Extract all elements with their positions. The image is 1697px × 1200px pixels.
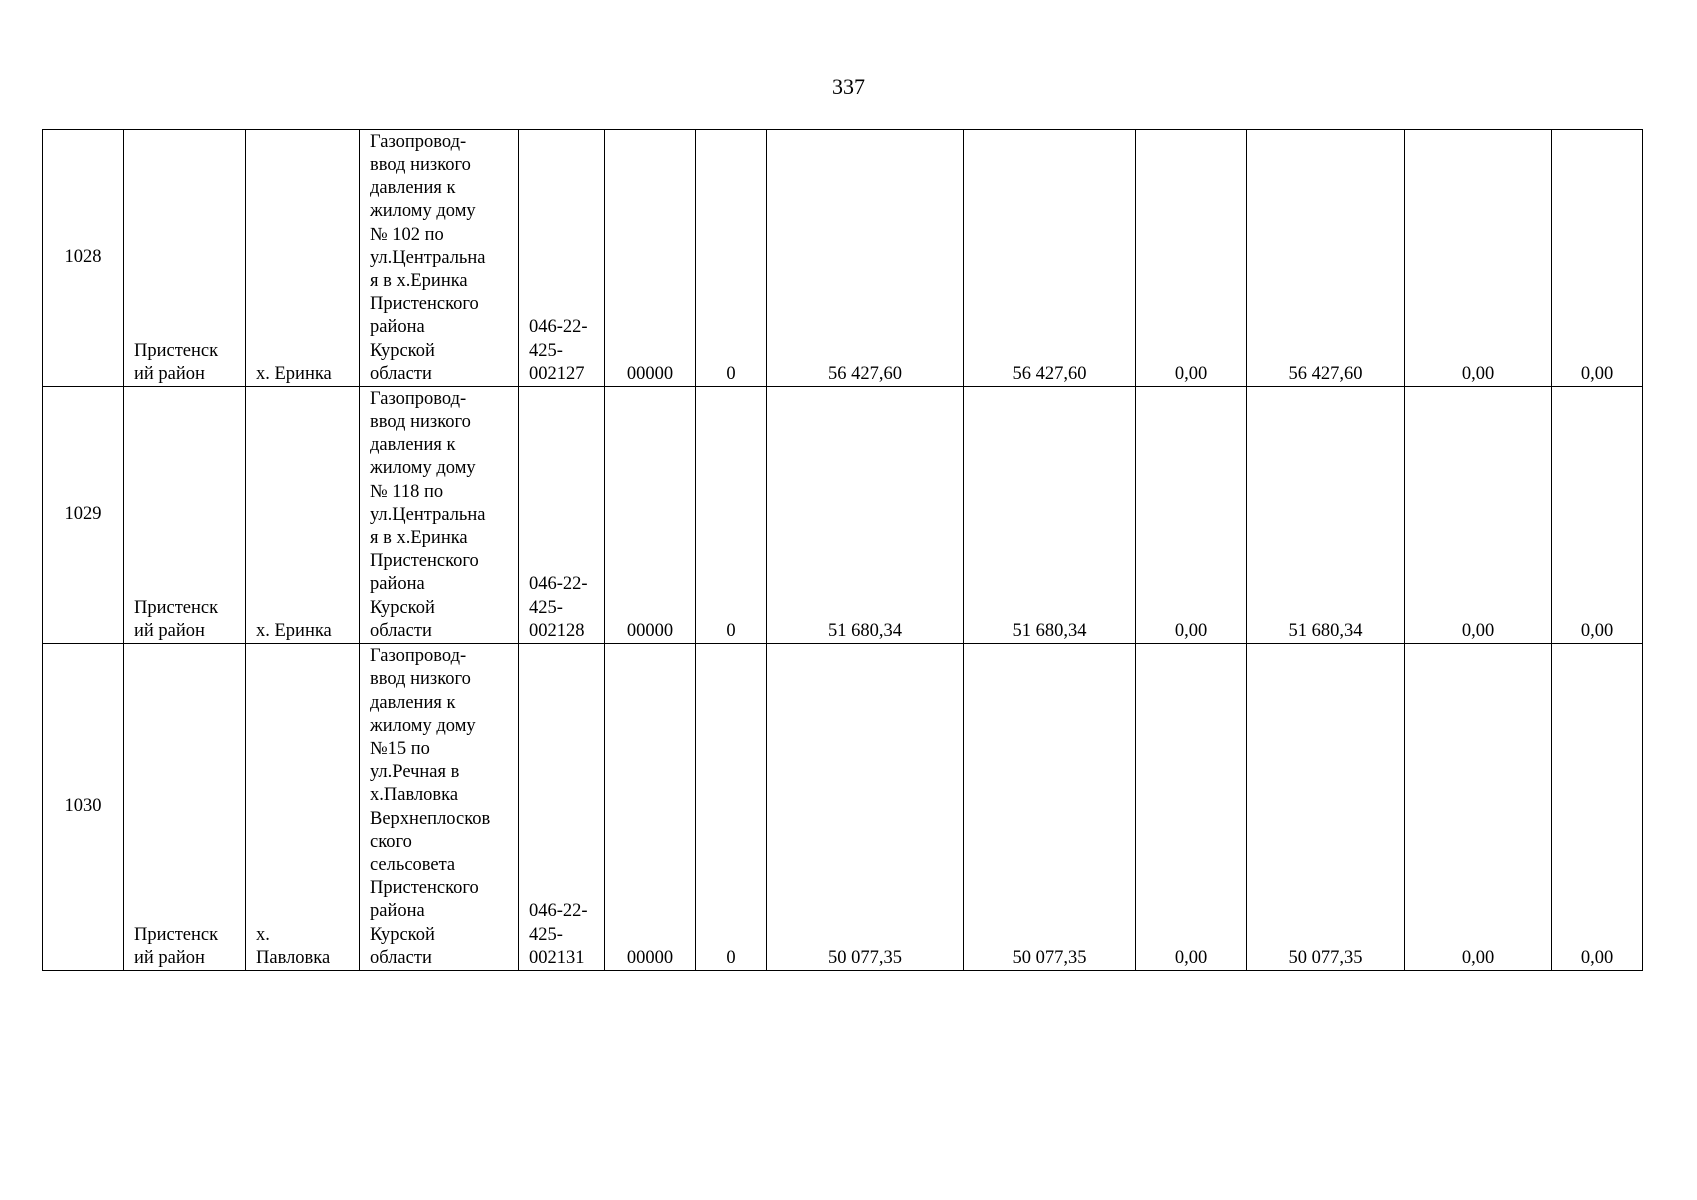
inventory-number-cell: 046-22- 425- 002131 (519, 644, 605, 971)
count-cell: 0 (696, 130, 767, 387)
count-cell: 0 (696, 387, 767, 644)
row-number-cell: 1028 (43, 130, 124, 387)
table-row (43, 130, 1643, 387)
district-cell: Пристенск ий район (124, 644, 246, 971)
value-cell: 56 427,60 (964, 130, 1136, 387)
value-cell: 50 077,35 (964, 644, 1136, 971)
value-cell: 0,00 (1552, 644, 1643, 971)
object-description-cell: Газопровод- ввод низкого давления к жилому дому № 118 по ул.Центральна я в х.Еринка Пристенского района Курской области (360, 387, 519, 644)
object-description-cell: Газопровод- ввод низкого давления к жилому дому № 102 по ул.Центральна я в х.Еринка Пристенского района Курской области (360, 130, 519, 387)
row-number-cell: 1029 (43, 387, 124, 644)
value-cell: 0,00 (1405, 387, 1552, 644)
district-cell: Пристенск ий район (124, 387, 246, 644)
table-row (43, 387, 1643, 644)
asset-registry-table (42, 129, 1643, 971)
value-cell: 0,00 (1136, 387, 1247, 644)
count-cell: 0 (696, 644, 767, 971)
table-row (43, 644, 1643, 971)
object-description-cell: Газопровод- ввод низкого давления к жилому дому №15 по ул.Речная в х.Павловка Верхнеплосков ского сельсовета Пристенского района Курской области (360, 644, 519, 971)
value-cell: 50 077,35 (767, 644, 964, 971)
code-cell: 00000 (605, 387, 696, 644)
value-cell: 0,00 (1552, 130, 1643, 387)
value-cell: 50 077,35 (1247, 644, 1405, 971)
locality-cell: х. Еринка (246, 387, 360, 644)
value-cell: 0,00 (1405, 644, 1552, 971)
locality-cell: х. Еринка (246, 130, 360, 387)
value-cell: 0,00 (1405, 130, 1552, 387)
locality-cell: х. Павловка (246, 644, 360, 971)
value-cell: 0,00 (1136, 130, 1247, 387)
row-number-cell: 1030 (43, 644, 124, 971)
value-cell: 56 427,60 (1247, 130, 1405, 387)
code-cell: 00000 (605, 130, 696, 387)
page-number: 337 (832, 74, 865, 99)
district-cell: Пристенск ий район (124, 130, 246, 387)
inventory-number-cell: 046-22- 425- 002128 (519, 387, 605, 644)
value-cell: 51 680,34 (767, 387, 964, 644)
value-cell: 0,00 (1552, 387, 1643, 644)
value-cell: 56 427,60 (767, 130, 964, 387)
value-cell: 51 680,34 (964, 387, 1136, 644)
inventory-number-cell: 046-22- 425- 002127 (519, 130, 605, 387)
code-cell: 00000 (605, 644, 696, 971)
value-cell: 0,00 (1136, 644, 1247, 971)
value-cell: 51 680,34 (1247, 387, 1405, 644)
